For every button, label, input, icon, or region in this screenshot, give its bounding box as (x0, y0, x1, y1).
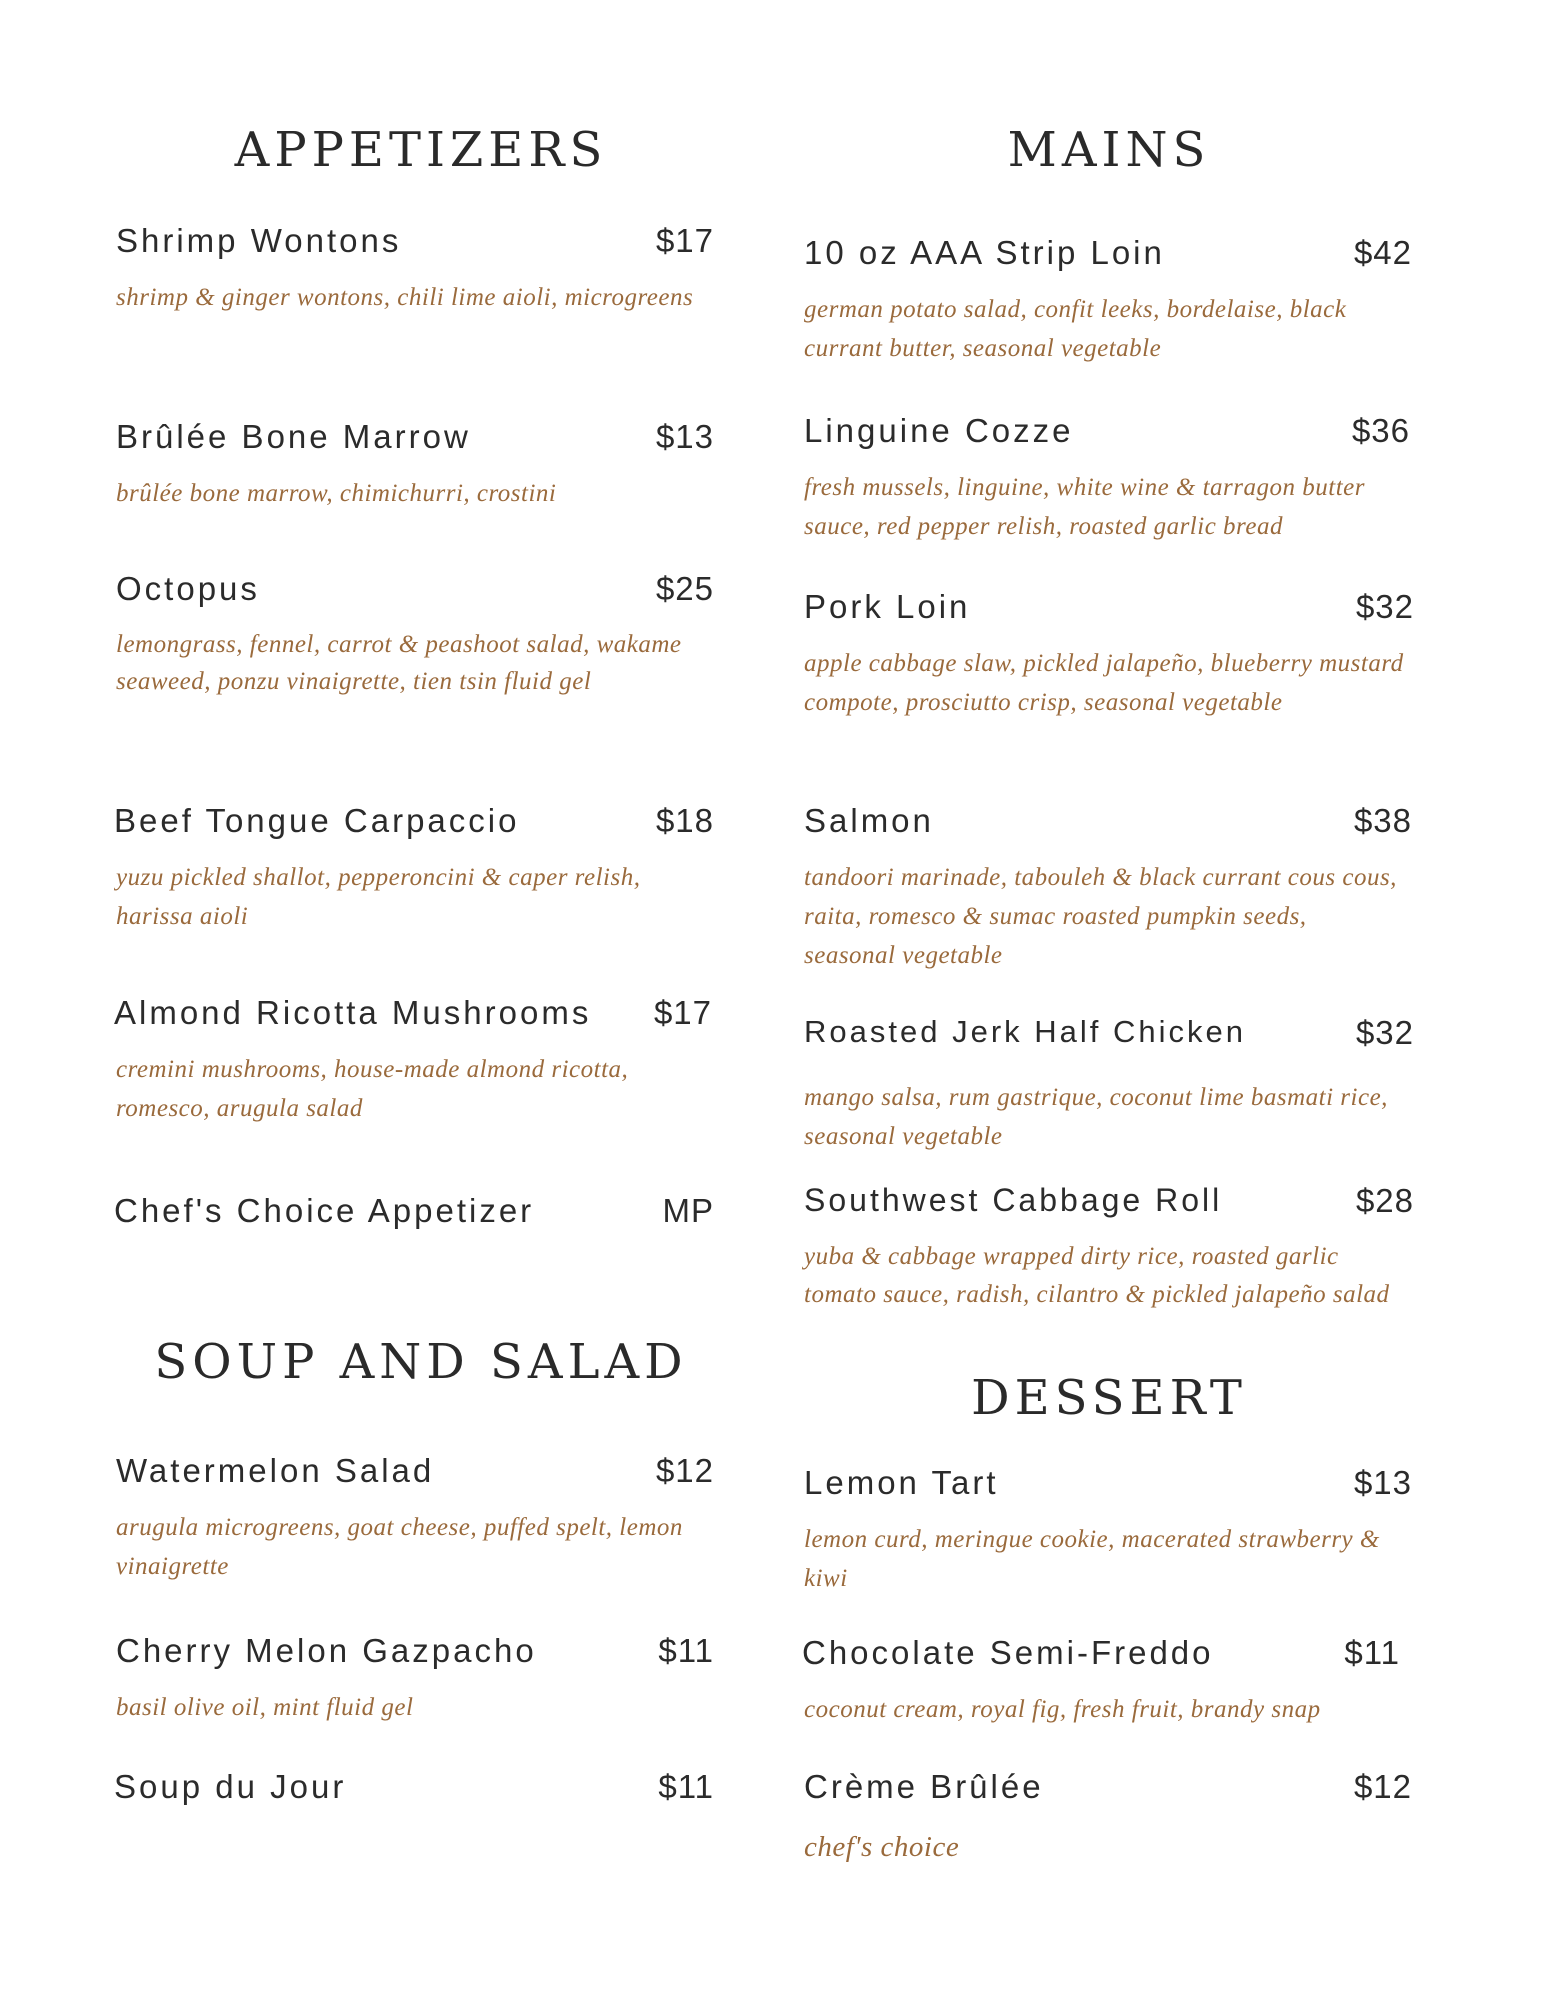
item-description: yuzu pickled shallot, pepperoncini & caper relish, harissa aioli (116, 864, 641, 930)
item-price: $12 (655, 1452, 714, 1489)
item-name: Shrimp Wontons (116, 222, 402, 259)
menu-item-soup-du-jour (116, 1768, 726, 1812)
menu-item-cherry-melon-gazpacho (116, 1632, 726, 1727)
item-price: $13 (1353, 1464, 1412, 1501)
dessert-title: DESSERT (971, 1370, 1247, 1426)
menu-item-pork-loin (804, 588, 1414, 722)
item-price: $11 (658, 1632, 714, 1669)
menu-item-watermelon-salad (116, 1452, 726, 1586)
item-description: lemon curd, meringue cookie, macerated strawberry & kiwi (804, 1526, 1380, 1592)
item-description: fresh mussels, linguine, white wine & tarragon butter sauce, red pepper relish, roasted garlic bread (804, 474, 1365, 540)
item-name: Linguine Cozze (804, 412, 1074, 449)
menu-item-linguine-cozze (804, 412, 1414, 546)
menu-item-octopus (116, 570, 726, 700)
item-description: shrimp & ginger wontons, chili lime aioli, microgreens (116, 284, 694, 311)
item-price: $25 (655, 570, 714, 607)
item-description: yuba & cabbage wrapped dirty rice, roasted garlic tomato sauce, radish, cilantro & pickled jalapeño salad (804, 1243, 1390, 1308)
item-name: Crème Brûlée (804, 1768, 1044, 1805)
mains-title: MAINS (1007, 122, 1211, 178)
item-price: $11 (1344, 1634, 1400, 1671)
item-name: Lemon Tart (804, 1464, 999, 1501)
appetizers-title: APPETIZERS (234, 122, 608, 178)
item-price: $32 (1355, 1014, 1414, 1051)
menu-item-bone-marrow (116, 418, 726, 513)
item-name: Salmon (804, 802, 934, 839)
menu-item-beef-tongue-carpaccio (116, 802, 726, 936)
menu-item-southwest-cabbage-roll (804, 1182, 1414, 1314)
item-name: Chef's Choice Appetizer (114, 1192, 535, 1229)
menu-item-shrimp-wontons (116, 222, 726, 317)
item-price: $11 (658, 1768, 714, 1805)
item-name: Pork Loin (804, 588, 971, 625)
item-description: mango salsa, rum gastrique, coconut lime basmati rice, seasonal vegetable (804, 1084, 1388, 1150)
item-name: Brûlée Bone Marrow (116, 418, 471, 455)
menu-item-strip-loin (804, 234, 1414, 368)
menu-item-salmon (804, 802, 1414, 975)
item-price: $18 (655, 802, 714, 839)
item-name: Octopus (116, 570, 260, 607)
item-name: Watermelon Salad (116, 1452, 435, 1489)
item-price: $17 (655, 222, 714, 259)
menu-item-chocolate-semi-freddo (804, 1634, 1414, 1729)
item-description: cremini mushrooms, house-made almond ricotta, romesco, arugula salad (116, 1056, 629, 1122)
menu-item-lemon-tart (804, 1464, 1414, 1598)
item-price: MP (662, 1192, 714, 1229)
item-description: tandoori marinade, tabouleh & black currant cous cous, raita, romesco & sumac roasted pumpkin seeds, seasonal vegetable (804, 864, 1397, 969)
item-description: coconut cream, royal fig, fresh fruit, brandy snap (804, 1696, 1321, 1723)
menu-item-chefs-choice-appetizer (116, 1192, 726, 1236)
item-price: $38 (1353, 802, 1412, 839)
item-description: arugula microgreens, goat cheese, puffed spelt, lemon vinaigrette (116, 1514, 683, 1580)
item-name: Roasted Jerk Half Chicken (804, 1014, 1246, 1049)
menu-item-creme-brulee (804, 1768, 1414, 1867)
item-name: Southwest Cabbage Roll (804, 1182, 1223, 1218)
item-description: chef's choice (804, 1831, 960, 1863)
item-price: $13 (655, 418, 714, 455)
item-name: 10 oz AAA Strip Loin (804, 234, 1165, 271)
item-description: german potato salad, confit leeks, bordelaise, black currant butter, seasonal vegetable (804, 296, 1347, 362)
item-price: $17 (653, 994, 712, 1031)
item-price: $32 (1355, 588, 1414, 625)
item-price: $12 (1353, 1768, 1412, 1805)
item-description: brûlée bone marrow, chimichurri, crostini (116, 480, 557, 507)
item-description: lemongrass, fennel, carrot & peashoot salad, wakame seaweed, ponzu vinaigrette, tien tsin fluid gel (116, 631, 682, 695)
item-name: Chocolate Semi-Freddo (802, 1634, 1214, 1671)
item-name: Beef Tongue Carpaccio (114, 802, 520, 839)
item-price: $28 (1355, 1182, 1414, 1219)
item-name: Almond Ricotta Mushrooms (114, 994, 592, 1031)
item-name: Soup du Jour (114, 1768, 347, 1805)
item-price: $36 (1351, 412, 1410, 449)
menu-item-jerk-chicken (804, 1014, 1414, 1156)
soup-salad-title: SOUP AND SALAD (154, 1334, 688, 1390)
item-description: basil olive oil, mint fluid gel (116, 1694, 414, 1721)
item-price: $42 (1353, 234, 1412, 271)
item-name: Cherry Melon Gazpacho (116, 1632, 537, 1669)
item-description: apple cabbage slaw, pickled jalapeño, blueberry mustard compote, prosciutto crisp, seasonal vegetable (804, 650, 1404, 716)
menu-item-almond-ricotta-mushrooms (116, 994, 726, 1128)
